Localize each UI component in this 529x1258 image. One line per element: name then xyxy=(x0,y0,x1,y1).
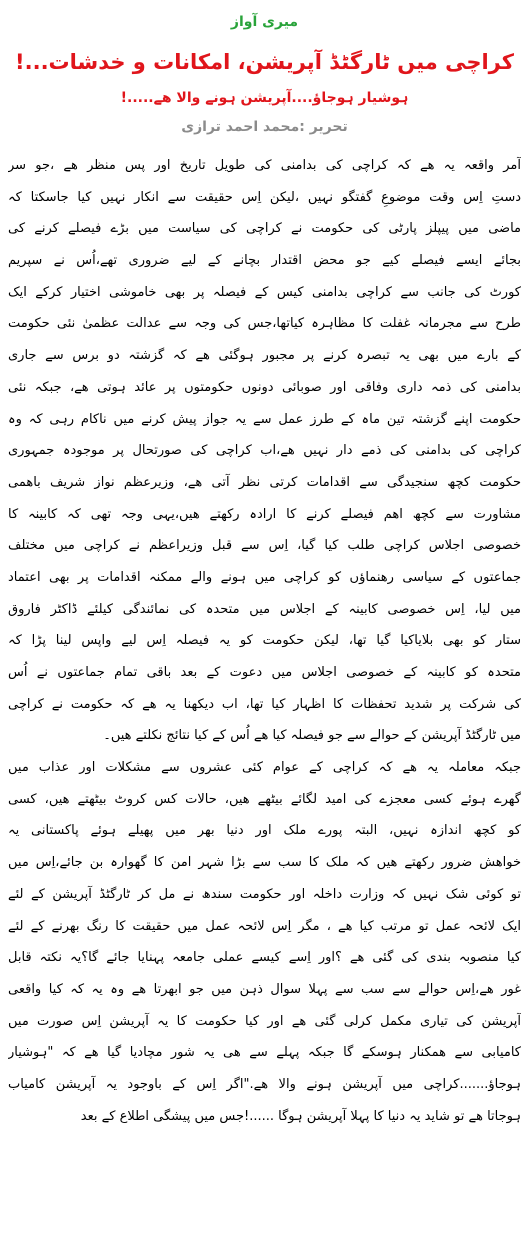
byline: تحریر :محمد احمد ترازی xyxy=(181,119,348,135)
subheadline: ہوشیار ہوجاؤ....آپریشن ہونے والا ھے.....! xyxy=(120,90,409,106)
body-line: کیا منصوبہ بندی کی گئی ھے ؟اور اِسے کیسے عملی جامعہ پہنایا جائے گا؟یہ نکتہ قابل xyxy=(8,950,521,966)
column-name: میری آواز xyxy=(230,14,299,30)
body-line: کے بارے میں بھی یہ تبصرہ کرنے پر مجبور ہوگئی ھے کہ گزشتہ دو برس سے جاری xyxy=(8,348,521,364)
body-line: کو کچھ اندازہ نہیں، البتہ پورے ملک اور دنیا بھر میں پھیلے ہوئے پاکستانی یہ xyxy=(8,823,521,839)
body-line: خواھش ضرور رکھتے ھیں کہ ملک کا سب سے بڑا شہر امن کا گھوارہ بن جائے،اِس میں xyxy=(8,855,521,871)
body-line: دستِ اِس وقت موضوعِ گفتگو نہیں ،لیکن اِس حقیقت سے انکار نہیں کیا جاسکتا کہ xyxy=(8,189,521,205)
body-line: حکومت کچھ سنجیدگی سے اقدامات کرتی نظر آتی ھے، وزیرعظم نواز شریف باھمی xyxy=(8,474,521,490)
headline: کراچی میں ٹارگٹڈ آپریشن، امکانات و خدشات...! xyxy=(15,50,514,74)
body-line: ہوجاتا ھے تو شاید یہ دنیا کا پہلا آپریشن ہوگا ......!جس میں پیشگی اطلاع کے بعد xyxy=(80,1108,521,1124)
body-line: غور ھے،اِس حوالے سے سب سے پہلا سوال ذہن میں جو ابھرتا ھے وہ یہ کہ کیا واقعی xyxy=(8,981,521,997)
body-line: کراچی کی بدامنی کی ذمے دار نہیں ھے،اب کراچی کی صورتحال پر موجودہ جمہوری xyxy=(8,443,521,459)
body-line: ستار کو بھی بلایاکیا گیا تھا، لیکن حکومت کو یہ فیصلہ اِس لیے واپس لینا پڑا کہ xyxy=(8,633,521,649)
body-line: گھرے ہوئے کسی معجزے کی امید لگائے بیٹھے ھیں، حالات کس کروٹ بیٹھتے ھیں، کسی xyxy=(8,791,521,807)
body-line: مشاورت سے کچھ اھم فیصلے کرنے کا ارادہ رکھتے ھیں،یہی وجہ تھی کہ کابینہ کا xyxy=(8,506,521,522)
body-line: کامیابی سے ھمکنار ہوسکے گا جبکہ پہلے سے ھی یہ شور مچادیا گیا ھے کہ "ہوشیار xyxy=(8,1045,521,1061)
body-line: بدامنی کی ذمہ داری وفاقی اور صوبائی دونوں حکومتوں پر عائد ہوتی ھے، جبکہ نئی xyxy=(8,379,521,395)
body-line: طرح سے مجرمانہ غفلت کا مظاہرہ کیاتھا،جس کی وجہ سے عدالت عظمیٰ نئی حکومت xyxy=(8,316,521,332)
body-line: بجائے ایسے فیصلے کیے جو محض اقتدار بچانے کے لیے ضروری تھے،اُس نے سپریم xyxy=(8,253,521,269)
body-line: کی شرکت پر شدید تحفظات کا اظہار کیا تھا، اب دیکھنا یہ ھے کہ حکومت نے کراچی xyxy=(8,696,521,712)
body-line: میں لیا، اِس خصوصی کابینہ کے اجلاس میں متحدہ کی نمائندگی کیلئے ڈاکٹر فاروق xyxy=(8,601,521,617)
body-line: متحدہ کو کابینہ کے خصوصی اجلاس میں دعوت کے بعد باقی تمام جماعتوں نے اُس xyxy=(8,665,521,680)
body-line: جبکہ معاملہ یہ ھے کہ کراچی کے عوام کئی عشروں سے مشکلات اور عذاب میں xyxy=(8,760,521,776)
body-line: میں ٹارگٹڈ آپریشن کے حوالے سے جو فیصلہ کیا ھے اُس کے کیا نتائج نکلتے ھیں۔ xyxy=(103,728,521,744)
body-line: آپریشن کی تیاری مکمل کرلی گئی ھے اور کیا حکومت کا یہ آپریشن اِس صورت میں xyxy=(8,1013,521,1029)
body-line: کورٹ کی جانب سے کراچی بدامنی کیس کے فیصلہ پر بھی خاموشی اختیار کرکے ایک xyxy=(8,284,521,300)
body-line: ہوجاؤ.......کراچی میں آپریشن ہونے والا ھے."اگر اِس کے باوجود یہ آپریشن کامیاب xyxy=(8,1076,521,1092)
body-line: جماعتوں کے سیاسی رھنماؤں کو کراچی میں ہونے والے ممکنہ اقدامات پر بھی اعتماد xyxy=(8,569,521,585)
body-line: حکومت اپنے گزشتہ تین ماہ کے طرز عمل سے یہ جواز پیش کرنے میں ناکام رہی کہ وہ xyxy=(8,411,521,427)
body-line: خصوصی اجلاس کراچی طلب کیا گیا، اِس سے قبل وزیراعظم نے کراچی میں مختلف xyxy=(8,538,521,554)
body-line: آمر واقعہ یہ ھے کہ کراچی کی بدامنی کی طویل تاریخ اور پس منظر ھے ،جو سر xyxy=(8,158,521,173)
body-line: تو کوئی شک نہیں کہ وزارت داخلہ اور حکومت سندھ نے مل کر ٹارگٹڈ آپریشن کے لئے xyxy=(8,886,521,902)
body-line: ایک لائحہ عمل تو مرتب کیا ھے ، مگر اِس لائحہ عمل میں حقیقت کا رنگ بھرنے کے لئے xyxy=(8,918,521,934)
body-line: ماضی میں پیپلز پارٹی کی حکومت نے کراچی کی سیاست میں بڑے فیصلے کرنے کی xyxy=(8,221,521,237)
article-body xyxy=(8,150,521,1132)
